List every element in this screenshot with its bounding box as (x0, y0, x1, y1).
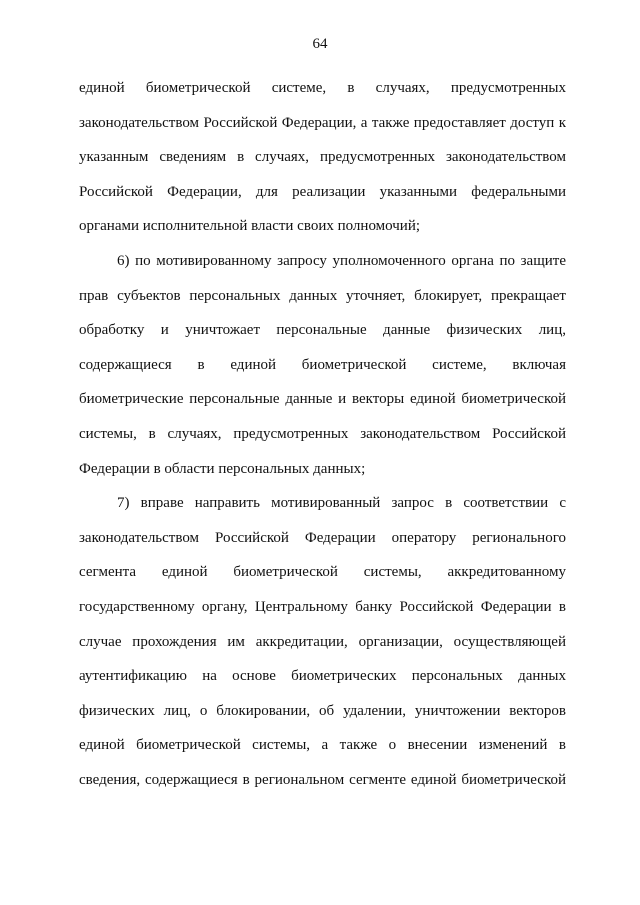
text-line: указанным сведениям в случаях, предусмотренных законодательством (79, 149, 566, 166)
paragraph-7-first-line: 7) вправе направить мотивированный запрос в соответствии с (117, 495, 566, 512)
text-line: законодательством Российской Федерации оператору регионального (79, 529, 566, 546)
text-line: законодательством Российской Федерации, а также предоставляет доступ к (79, 114, 566, 131)
text-line: единой биометрической системы, а также о внесении изменений в (79, 737, 566, 754)
text-line: биометрические персональные данные и векторы единой биометрической (79, 391, 566, 408)
text-line: содержащиеся в единой биометрической системе, включая (79, 356, 566, 373)
text-line: аутентификацию на основе биометрических персональных данных (79, 668, 566, 685)
paragraph-6-first-line: 6) по мотивированному запросу уполномоченного органа по защите (117, 252, 566, 269)
text-line: Федерации в области персональных данных; (79, 460, 366, 477)
text-line: случае прохождения им аккредитации, организации, осуществляющей (79, 633, 566, 650)
text-line: сведения, содержащиеся в региональном сегменте единой биометрической (79, 771, 566, 788)
document-body (79, 71, 566, 797)
text-line: государственному органу, Центральному банку Российской Федерации в (79, 598, 566, 615)
text-line: системы, в случаях, предусмотренных законодательством Российской (79, 425, 566, 442)
text-line: единой биометрической системе, в случаях, предусмотренных (79, 80, 566, 96)
text-line: органами исполнительной власти своих полномочий; (79, 218, 421, 235)
page-number: 64 (312, 36, 328, 52)
text-line: физических лиц, о блокировании, об удалении, уничтожении векторов (79, 702, 566, 719)
text-line: сегмента единой биометрической системы, аккредитованному (79, 564, 566, 581)
text-line: прав субъектов персональных данных уточняет, блокирует, прекращает (79, 287, 566, 304)
text-line: Российской Федерации, для реализации указанными федеральными (79, 183, 566, 200)
text-line: обработку и уничтожает персональные данные физических лиц, (79, 322, 566, 339)
